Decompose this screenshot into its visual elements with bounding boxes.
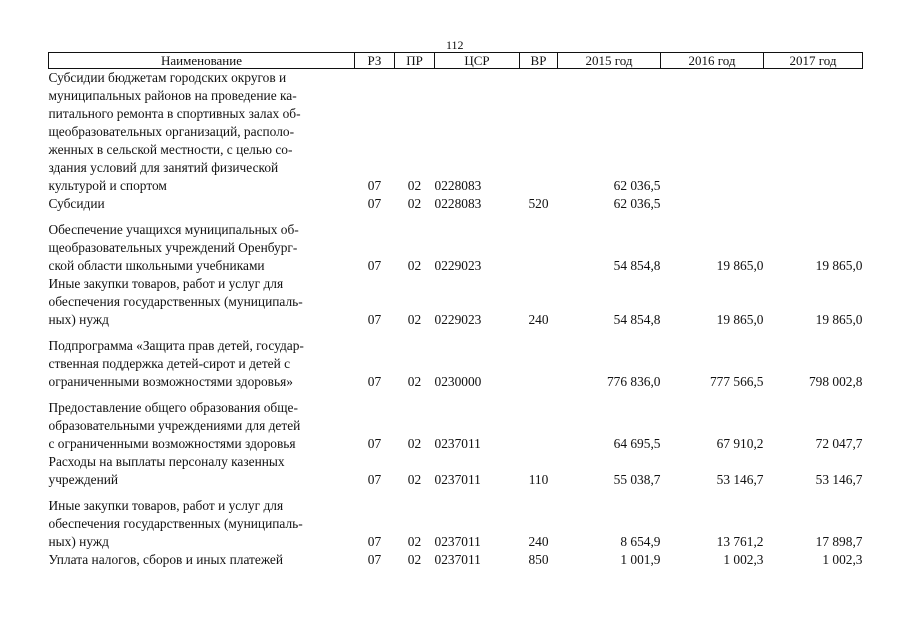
row-spacer [49,391,863,399]
header-pr: ПР [395,53,435,69]
row-2017: 53 146,7 [815,472,863,487]
row-pr: 02 [407,178,422,193]
row-name [49,337,355,391]
table-body [49,69,863,570]
row-rz: 07 [367,374,382,389]
row-2015: 8 654,9 [620,534,661,549]
row-2017: 17 898,7 [815,534,863,549]
row-name-line: Предоставление общего образования обще- [48,400,298,415]
row-pr: 02 [407,374,422,389]
row-2016: 19 865,0 [716,312,764,327]
row-vr [520,337,558,391]
row-name-line: женных в сельской местности, с целью со- [48,142,293,157]
row-2016: 13 761,2 [716,534,764,549]
row-vr [520,69,558,196]
row-vr: 240 [528,534,549,549]
header-name: Наименование [49,53,355,69]
row-csr: 0229023 [434,312,482,327]
table-row [49,551,863,569]
row-pr: 02 [407,436,422,451]
table-row [49,275,863,329]
row-spacer [49,329,863,337]
row-rz: 07 [367,436,382,451]
row-name-line: учреждений [48,472,119,487]
table-row [49,221,863,275]
table-row [49,399,863,453]
header-2017: 2017 год [764,53,863,69]
table-header-row [49,53,863,69]
header-rz: РЗ [355,53,395,69]
row-vr: 850 [528,552,549,567]
row-2017 [764,195,863,213]
row-name-line: ограниченными возможностями здоровья» [48,374,293,389]
row-spacer-cell [49,213,863,221]
row-2015: 54 854,8 [613,258,661,273]
row-name-line: Уплата налогов, сборов и иных платежей [48,552,284,567]
row-name-line: муниципальных районов на проведение ка- [48,88,297,103]
row-name-line: Иные закупки товаров, работ и услуг для [48,498,284,513]
header-csr: ЦСР [435,53,520,69]
row-name [49,551,355,569]
row-vr: 520 [528,196,549,211]
row-pr: 02 [407,472,422,487]
row-2015: 62 036,5 [613,196,661,211]
row-vr [520,221,558,275]
row-vr [520,399,558,453]
row-pr: 02 [407,312,422,327]
row-csr: 0228083 [434,196,482,211]
row-spacer-cell [49,391,863,399]
row-name-line: Субсидии бюджетам городских округов и [48,70,287,85]
row-rz: 07 [367,258,382,273]
header-vr: ВР [520,53,558,69]
table-row [49,195,863,213]
row-2017: 72 047,7 [815,436,863,451]
row-name [49,399,355,453]
row-2015: 55 038,7 [613,472,661,487]
row-name [49,275,355,329]
row-2015: 776 836,0 [606,374,661,389]
table-row [49,453,863,489]
row-spacer [49,489,863,497]
row-name-line: культурой и спортом [48,178,167,193]
row-csr: 0237011 [434,472,481,487]
row-csr: 0228083 [434,178,482,193]
row-name-line: Субсидии [48,196,105,211]
header-2016: 2016 год [661,53,764,69]
row-name-line: Обеспечение учащихся муниципальных об- [48,222,299,237]
row-name-line: здания условий для занятий физической [48,160,279,175]
row-name-line: щеобразовательных учреждений Оренбург- [48,240,298,255]
row-rz: 07 [367,534,382,549]
row-name [49,497,355,551]
row-2016: 1 002,3 [723,552,764,567]
row-2017: 19 865,0 [815,258,863,273]
row-2017: 1 002,3 [822,552,863,567]
row-rz: 07 [367,312,382,327]
row-csr: 0237011 [434,436,481,451]
row-name-line: ных) нужд [48,312,109,327]
table-row [49,337,863,391]
row-csr: 0229023 [434,258,482,273]
row-pr: 02 [407,552,422,567]
row-2016: 19 865,0 [716,258,764,273]
row-spacer-cell [49,329,863,337]
row-2017: 19 865,0 [815,312,863,327]
row-rz: 07 [367,472,382,487]
table-row [49,69,863,196]
row-csr: 0230000 [434,374,482,389]
row-vr: 240 [528,312,549,327]
row-spacer [49,213,863,221]
row-2016 [661,195,764,213]
budget-table [48,52,863,569]
row-name-line: питального ремонта в спортивных залах об- [48,106,301,121]
row-rz: 07 [367,196,382,211]
row-csr: 0237011 [434,534,481,549]
row-name-line: ской области школьными учебниками [48,258,265,273]
header-2015: 2015 год [558,53,661,69]
row-name-line: Иные закупки товаров, работ и услуг для [48,276,284,291]
row-rz: 07 [367,178,382,193]
row-name-line: обеспечения государственных (муниципаль- [48,294,303,309]
row-name-line: обеспечения государственных (муниципаль- [48,516,303,531]
row-pr: 02 [407,258,422,273]
row-2016 [661,69,764,196]
row-name [49,195,355,213]
row-name-line: ных) нужд [48,534,109,549]
row-pr: 02 [407,534,422,549]
row-name-line: Расходы на выплаты персоналу казенных [48,454,285,469]
row-rz: 07 [367,552,382,567]
row-name [49,221,355,275]
row-name-line: Подпрограмма «Защита прав детей, государ- [48,338,304,353]
row-2015: 62 036,5 [613,178,661,193]
row-name-line: с ограниченными возможностями здоровья [48,436,296,451]
row-spacer-cell [49,489,863,497]
row-2015: 54 854,8 [613,312,661,327]
row-2016: 53 146,7 [716,472,764,487]
row-name-line: ственная поддержка детей-сирот и детей с [48,356,291,371]
row-name [49,453,355,489]
row-csr: 0237011 [434,552,481,567]
row-2017: 798 002,8 [808,374,863,389]
row-2016: 67 910,2 [716,436,764,451]
row-name [49,69,355,196]
row-name-line: щеобразовательных организаций, располо- [48,124,295,139]
row-2015: 1 001,9 [620,552,661,567]
page-number: 112 [446,38,464,52]
row-2017 [764,69,863,196]
row-2016: 777 566,5 [709,374,764,389]
row-pr: 02 [407,196,422,211]
table-row [49,497,863,551]
row-name-line: образовательными учреждениями для детей [48,418,301,433]
row-vr: 110 [528,472,549,487]
row-2015: 64 695,5 [613,436,661,451]
